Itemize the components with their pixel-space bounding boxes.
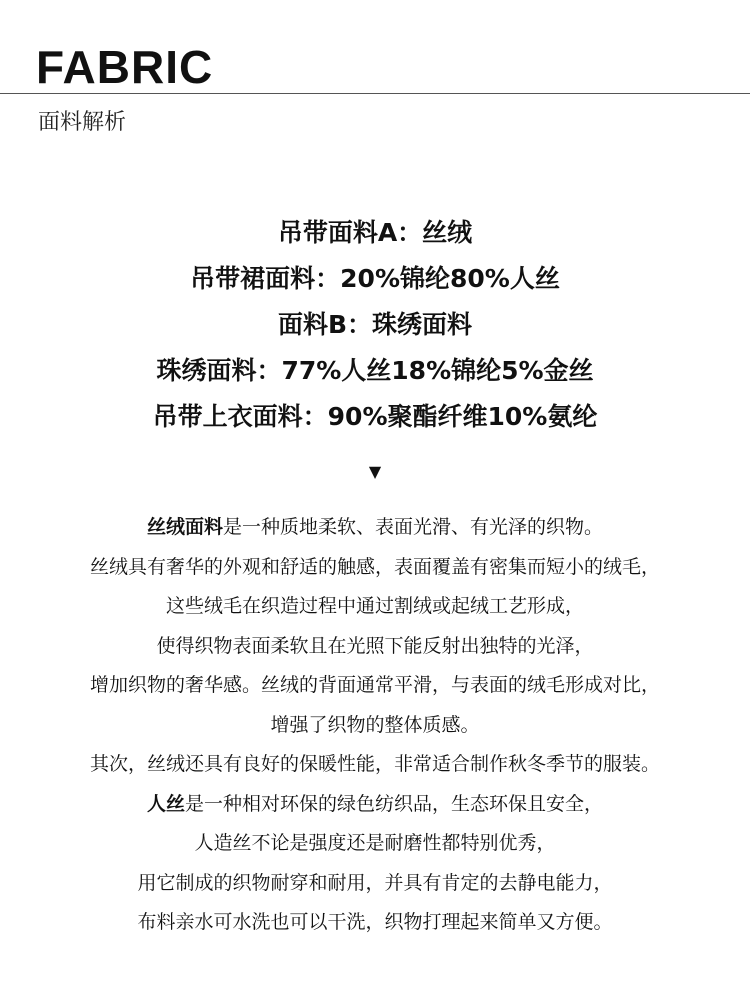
- description-text: 是一种质地柔软、表面光滑、有光泽的织物。: [223, 516, 604, 538]
- description-text: 是一种相对环保的绿色纺织品，生态环保且安全，: [185, 792, 604, 815]
- rayon-term: 人丝: [146, 792, 185, 815]
- page-title: FABRIC: [36, 41, 214, 93]
- description-line: [0, 785, 750, 825]
- spec-strap-dress-fabric: 吊带裙面料：20%锦纶80%人丝: [190, 264, 560, 293]
- description-line: [0, 508, 750, 548]
- page-subtitle: 面料解析: [38, 110, 127, 135]
- spec-fabric-b: 面料B：珠绣面料: [277, 310, 473, 339]
- description-line: 其次，丝绒还具有良好的保暖性能，非常适合制作秋冬季节的服装。: [89, 753, 660, 775]
- down-triangle-icon: ▼: [368, 462, 382, 481]
- description-line: 增强了织物的整体质感。: [270, 713, 480, 736]
- description-line: 使得织物表面柔软且在光照下能反射出独特的光泽，: [156, 634, 594, 657]
- description-line: 人造丝不论是强度还是耐磨性都特别优秀，: [194, 832, 556, 854]
- velvet-term: 丝绒面料: [146, 516, 223, 538]
- fabric-description: [0, 508, 750, 943]
- description-line: 丝绒具有奢华的外观和舒适的触感，表面覆盖有密集而短小的绒毛，: [89, 555, 660, 578]
- spec-strap-fabric-a: 吊带面料A：丝绒: [277, 218, 473, 247]
- fabric-spec-list: [0, 210, 750, 440]
- description-line: 用它制成的织物耐穿和耐用，并具有肯定的去静电能力，: [137, 871, 613, 894]
- description-line: 布料亲水可水洗也可以干洗，织物打理起来简单又方便。: [137, 911, 613, 933]
- spec-strap-top-fabric: 吊带上衣面料：90%聚酯纤维10%氨纶: [152, 402, 598, 431]
- spec-beaded-fabric: 珠绣面料：77%人丝18%锦纶5%金丝: [156, 356, 594, 385]
- description-line: 增加织物的奢华感。丝绒的背面通常平滑，与表面的绒毛形成对比，: [89, 674, 660, 696]
- description-line: 这些绒毛在织造过程中通过割绒或起绒工艺形成，: [165, 595, 584, 617]
- header-divider: [0, 93, 750, 94]
